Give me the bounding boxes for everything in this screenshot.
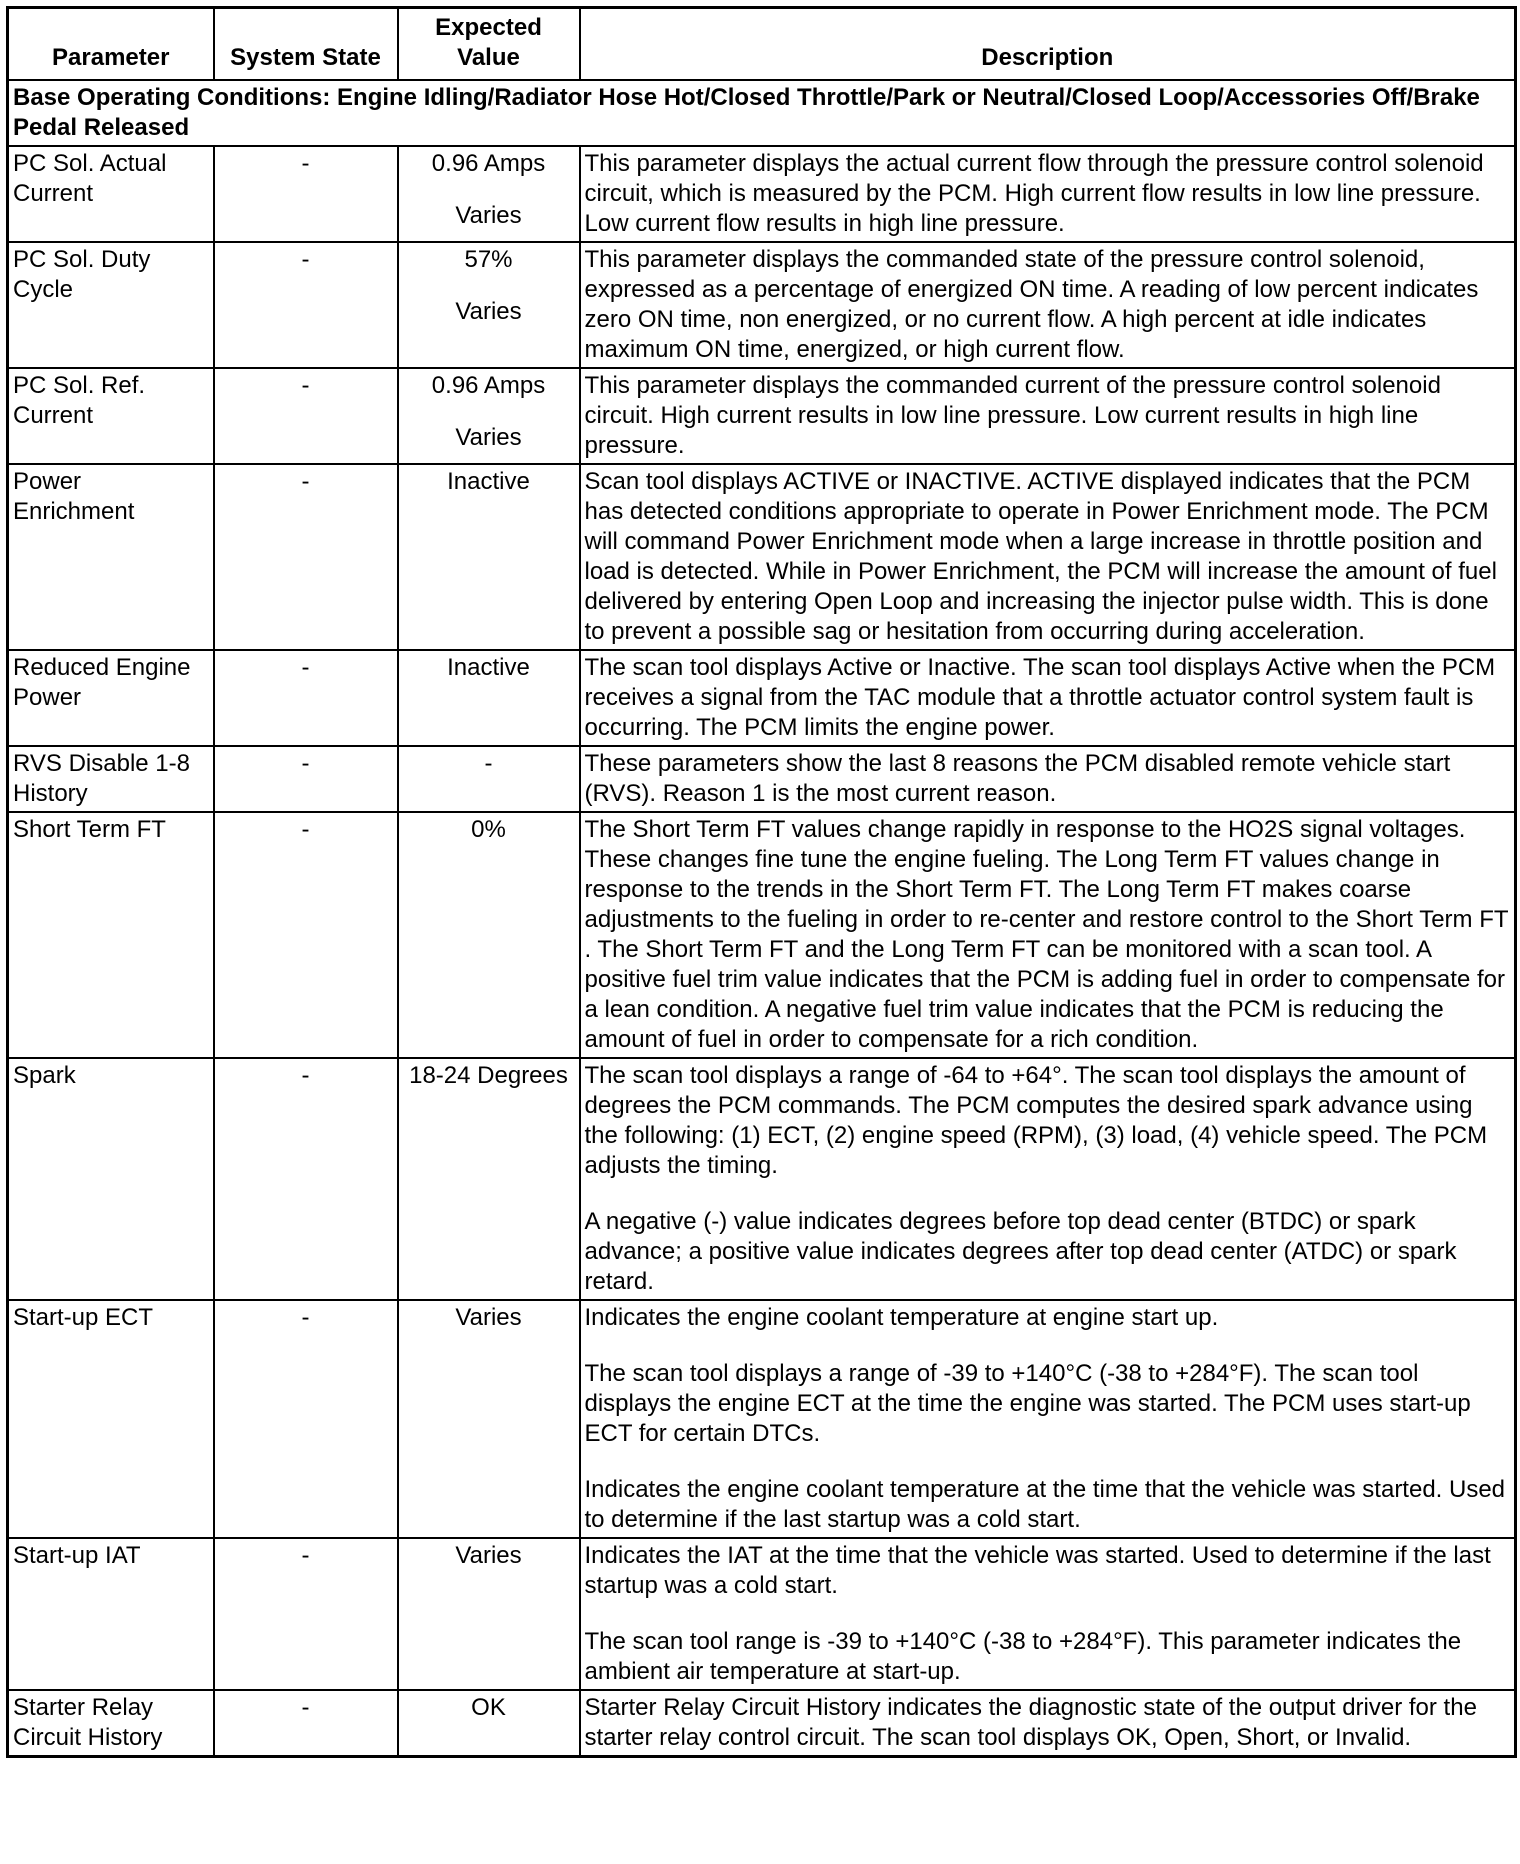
table-row (8, 242, 1516, 368)
expected-value: Varies (455, 423, 522, 451)
table-row (8, 1300, 1516, 1538)
description-cell (580, 464, 1516, 650)
description-paragraph: A negative (-) value indicates degrees before top dead center (BTDC) or spark advance; a positive value indicates degrees after top dead center (ATDC) or spark retard. (584, 1207, 1457, 1295)
description-paragraph: Indicates the IAT at the time that the vehicle was started. Used to determine if the last startup was a cold start. (584, 1541, 1491, 1599)
description-cell (580, 1690, 1516, 1757)
description-cell (580, 746, 1516, 812)
expected-value: 57% (464, 245, 513, 273)
parameter-cell: PC Sol. Actual Current (8, 146, 214, 242)
description-paragraph: Scan tool displays ACTIVE or INACTIVE. ACTIVE displayed indicates that the PCM has detected conditions appropriate to operate in Power Enrichment mode. The PCM will command Power Enrichment mode when a large increase in throttle position and load is detected. While in Power Enrichment, the PCM will increase the amount of fuel delivered by entering Open Loop and increasing the injector pulse width. This is done to prevent a possible sag or hesitation from occurring during acceleration. (584, 467, 1497, 645)
table-row (8, 368, 1516, 464)
description-cell (580, 1538, 1516, 1690)
parameter-cell: Starter Relay Circuit History (8, 1690, 214, 1757)
parameter-cell: RVS Disable 1-8 History (8, 746, 214, 812)
description-paragraph: This parameter displays the commanded state of the pressure control solenoid, expressed as a percentage of energized ON time. A reading of low percent indicates zero ON time, non energized, or no current flow. A high percent at idle indicates maximum ON time, energized, or high current flow. (584, 245, 1479, 363)
expected-value: Inactive (447, 653, 530, 681)
expected-value-cell (398, 368, 580, 464)
description-paragraph: The scan tool displays Active or Inactive. The scan tool displays Active when the PCM receives a signal from the TAC module that a throttle actuator control system fault is occurring. The PCM limits the engine power. (584, 653, 1496, 741)
section-heading: Base Operating Conditions: Engine Idling/Radiator Hose Hot/Closed Throttle/Park or Neutral/Closed Loop/Accessories Off/Brake Pedal Released (8, 80, 1516, 146)
parameter-cell: PC Sol. Duty Cycle (8, 242, 214, 368)
description-cell (580, 1300, 1516, 1538)
system-state-cell: - (214, 812, 398, 1058)
description-cell (580, 1058, 1516, 1300)
expected-value-cell (398, 242, 580, 368)
parameter-cell: Spark (8, 1058, 214, 1300)
table-row (8, 146, 1516, 242)
description-paragraph: These parameters show the last 8 reasons the PCM disabled remote vehicle start (RVS). Reason 1 is the most current reason. (584, 749, 1451, 807)
description-paragraph: The scan tool displays a range of -39 to +140°C (-38 to +284°F). The scan tool displays the engine ECT at the time the engine was started. The PCM uses start-up ECT for certain DTCs. (584, 1359, 1471, 1447)
expected-value-cell (398, 1058, 580, 1300)
header-description: Description (580, 8, 1516, 80)
parameter-cell: Start-up ECT (8, 1300, 214, 1538)
parameter-cell: Start-up IAT (8, 1538, 214, 1690)
system-state-cell: - (214, 146, 398, 242)
expected-value: Inactive (447, 467, 530, 495)
expected-value: Varies (455, 297, 522, 325)
expected-value-cell (398, 812, 580, 1058)
table-row (8, 650, 1516, 746)
header-expected-value: Expected Value (398, 8, 580, 80)
system-state-cell: - (214, 242, 398, 368)
system-state-cell: - (214, 368, 398, 464)
expected-value-cell (398, 1538, 580, 1690)
description-paragraph: The scan tool displays a range of -64 to +64°. The scan tool displays the amount of degrees the PCM commands. The PCM computes the desired spark advance using the following: (1) ECT, (2) engine speed (RPM), (3) load, (4) vehicle speed. The PCM adjusts the timing. (584, 1061, 1488, 1179)
description-cell (580, 650, 1516, 746)
description-cell (580, 368, 1516, 464)
description-paragraph: Indicates the engine coolant temperature at the time that the vehicle was started. Used to determine if the last startup was a cold start. (584, 1475, 1506, 1533)
table-row (8, 1690, 1516, 1757)
expected-value-cell (398, 1690, 580, 1757)
table-row (8, 1538, 1516, 1690)
system-state-cell: - (214, 1058, 398, 1300)
table-row (8, 812, 1516, 1058)
expected-value: 18-24 Degrees (409, 1061, 568, 1089)
description-paragraph: Indicates the engine coolant temperature at engine start up. (584, 1303, 1219, 1331)
system-state-cell: - (214, 464, 398, 650)
section-row (8, 80, 1516, 146)
system-state-cell: - (214, 1300, 398, 1538)
description-paragraph: Starter Relay Circuit History indicates the diagnostic state of the output driver for the starter relay control circuit. The scan tool displays OK, Open, Short, or Invalid. (584, 1693, 1477, 1751)
expected-value: OK (471, 1693, 506, 1721)
header-system-state: System State (214, 8, 398, 80)
table-row (8, 464, 1516, 650)
expected-value: 0% (471, 815, 506, 843)
description-cell (580, 812, 1516, 1058)
description-paragraph: The Short Term FT values change rapidly in response to the HO2S signal voltages. These changes fine tune the engine fueling. The Long Term FT values change in response to the trends in the Short Term FT. The Long Term FT makes coarse adjustments to the fueling in order to re-center and restore control to the Short Term FT . The Short Term FT and the Long Term FT can be monitored with a scan tool. A positive fuel trim value indicates that the PCM is adding fuel in order to compensate for a lean condition. A negative fuel trim value indicates that the PCM is reducing the amount of fuel in order to compensate for a rich condition. (584, 815, 1509, 1053)
parameter-cell: Short Term FT (8, 812, 214, 1058)
expected-value: Varies (455, 201, 522, 229)
system-state-cell: - (214, 650, 398, 746)
expected-value-cell (398, 650, 580, 746)
parameter-cell: Power Enrichment (8, 464, 214, 650)
expected-value: Varies (455, 1303, 522, 1331)
expected-value-cell (398, 1300, 580, 1538)
parameter-cell: PC Sol. Ref. Current (8, 368, 214, 464)
system-state-cell: - (214, 746, 398, 812)
table-row (8, 746, 1516, 812)
parameter-cell: Reduced Engine Power (8, 650, 214, 746)
expected-value-cell (398, 146, 580, 242)
description-paragraph: This parameter displays the actual current flow through the pressure control solenoid circuit, which is measured by the PCM. High current flow results in low line pressure. Low current flow results in high line pressure. (584, 149, 1484, 237)
expected-value-cell (398, 464, 580, 650)
description-paragraph: This parameter displays the commanded current of the pressure control solenoid circuit. High current results in low line pressure. Low current results in high line pressure. (584, 371, 1441, 459)
header-row (8, 8, 1516, 80)
description-cell (580, 146, 1516, 242)
description-paragraph: The scan tool range is -39 to +140°C (-38 to +284°F). This parameter indicates the ambient air temperature at start-up. (584, 1627, 1462, 1685)
expected-value: 0.96 Amps (431, 149, 546, 177)
description-cell (580, 242, 1516, 368)
system-state-cell: - (214, 1538, 398, 1690)
table-row (8, 1058, 1516, 1300)
parameter-table (6, 6, 1517, 1758)
expected-value: 0.96 Amps (431, 371, 546, 399)
expected-value: - (484, 749, 493, 777)
header-parameter: Parameter (8, 8, 214, 80)
system-state-cell: - (214, 1690, 398, 1757)
expected-value: Varies (455, 1541, 522, 1569)
expected-value-cell (398, 746, 580, 812)
